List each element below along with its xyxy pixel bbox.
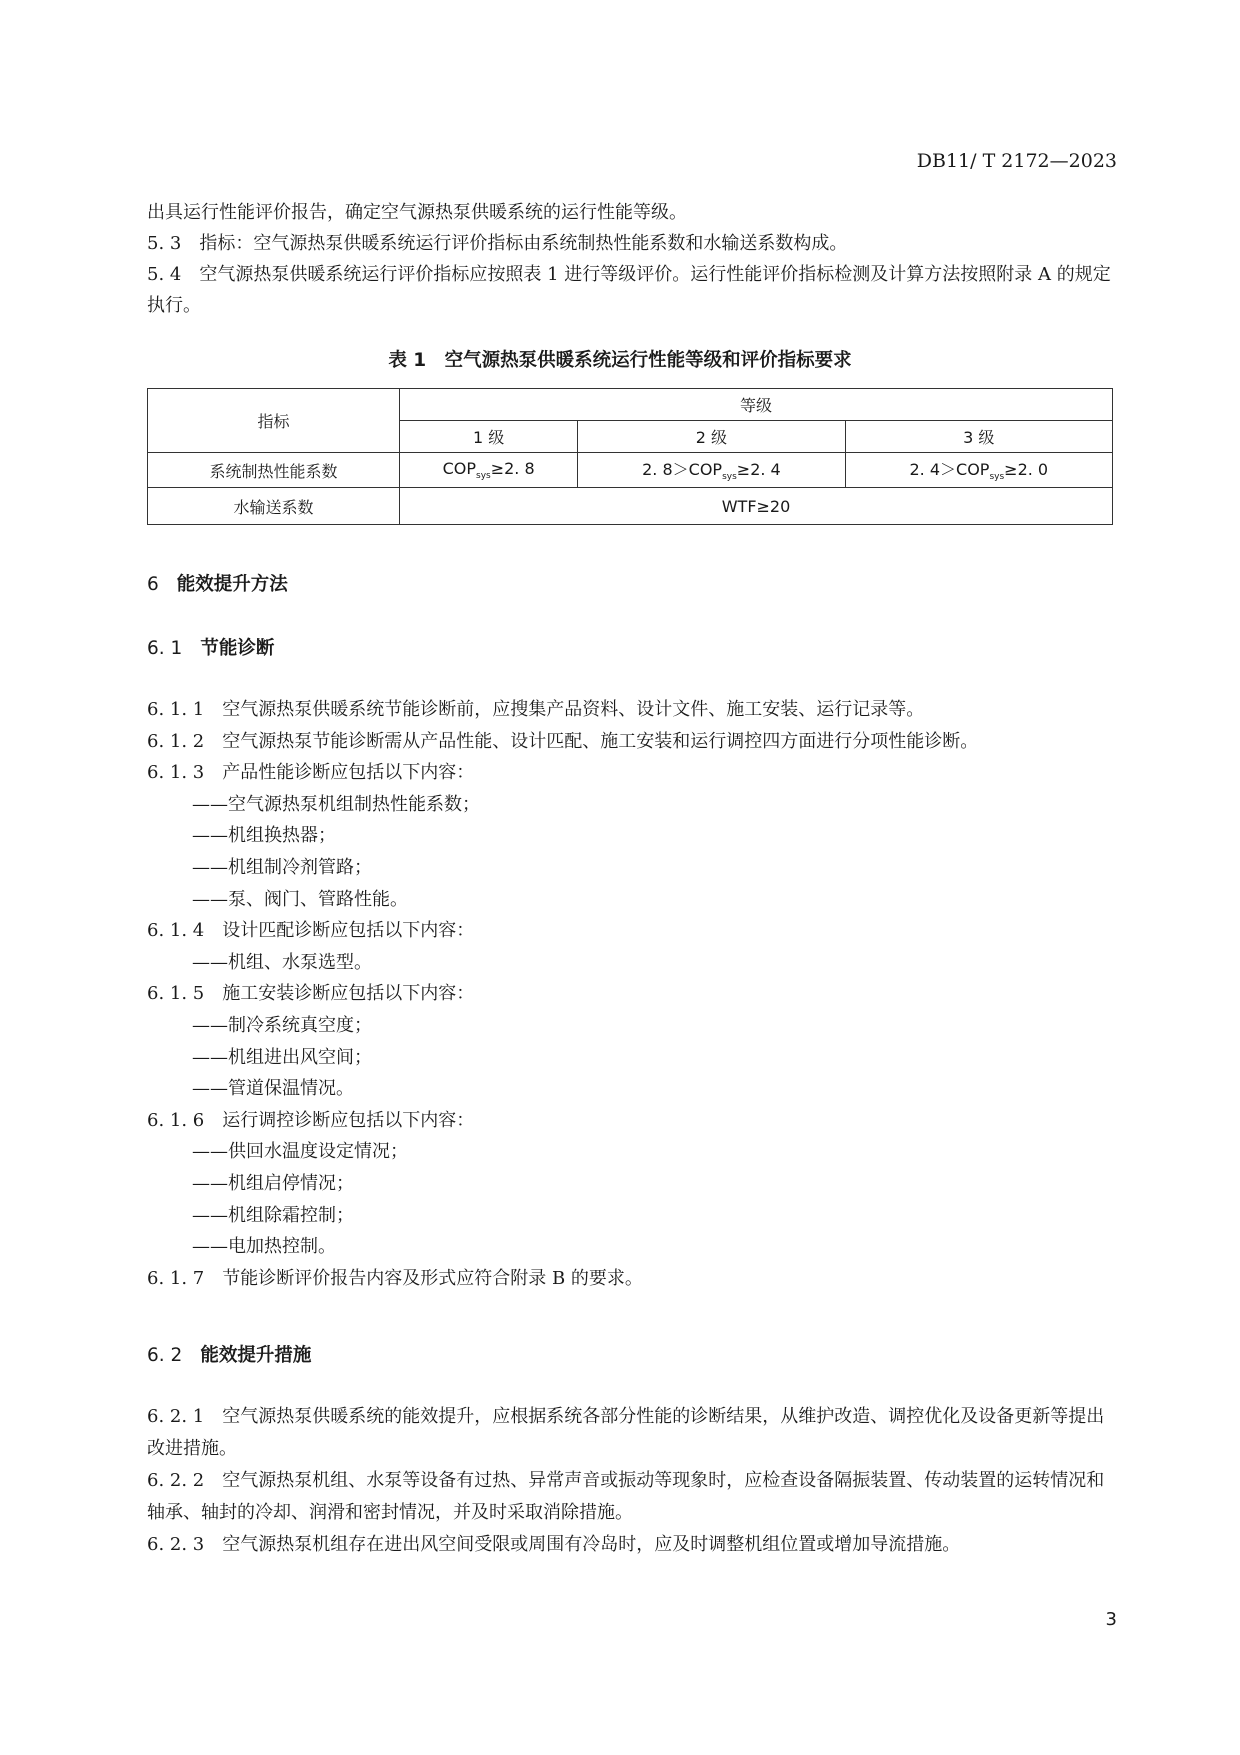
- clause-number: 6. 1. 2: [147, 730, 205, 752]
- clause-text: 指标：空气源热泵供暖系统运行评价指标由系统制热性能系数和水输送系数构成。: [199, 233, 848, 254]
- cell-cop-grade-2: 2. $8>COP_{sys}\ge 2$. 4: [578, 453, 845, 488]
- list-item: ——机组除霜控制；: [192, 1204, 354, 1226]
- clause-5-4: [147, 259, 1113, 321]
- clause-number: 6. 1. 5: [147, 983, 205, 1005]
- clause-item: [147, 1401, 1113, 1465]
- clause-number: 6. 1. 3: [147, 762, 205, 784]
- clause-item: [147, 1105, 1113, 1137]
- cell-cop-grade-3: 2. $4>COP_{sys}\ge 2$. 0: [845, 453, 1112, 488]
- list-item: ——制冷系统真空度；: [192, 1014, 372, 1036]
- clause-item: [147, 915, 1113, 947]
- clause-text: 施工安装诊断应包括以下内容：: [222, 983, 475, 1005]
- intro-line: [147, 197, 1113, 321]
- list-item: ——电加热控制。: [192, 1236, 336, 1258]
- grade-1-header: 1 级: [400, 421, 578, 453]
- clause-item: [147, 757, 1113, 789]
- list-item: ——机组、水泵选型。: [192, 951, 372, 973]
- document-code: DB11/ T 2172—2023: [916, 150, 1117, 172]
- clause-5-3: [147, 228, 1113, 259]
- clause-number: 6. 1. 7: [147, 1267, 205, 1289]
- list-item: ——管道保温情况。: [192, 1078, 354, 1100]
- clause-text: 节能诊断评价报告内容及形式应符合附录 B 的要求。: [222, 1267, 643, 1289]
- clause-item: [147, 726, 1113, 758]
- clause-text: 设计匹配诊断应包括以下内容：: [222, 920, 475, 942]
- cell-wtf-value: WTF≥20: [400, 488, 1113, 525]
- section-6-heading: 6 能效提升方法: [147, 574, 288, 595]
- clause-item: [147, 1263, 1113, 1295]
- clause-number: 5. 3: [147, 233, 182, 254]
- list-item: ——供回水温度设定情况；: [192, 1141, 408, 1163]
- clause-item: [147, 1465, 1113, 1529]
- clause-text: 空气源热泵节能诊断需从产品性能、设计匹配、施工安装和运行调控四方面进行分项性能诊断。: [222, 730, 979, 752]
- clause-number: 5. 4: [147, 264, 182, 285]
- clause-text: 空气源热泵供暖系统的能效提升，应根据系统各部分性能的诊断结果，从维护改造、调控优化及设备更新等提出改进措施。: [147, 1406, 1105, 1459]
- clause-text: 产品性能诊断应包括以下内容：: [222, 762, 475, 784]
- header-grade: 等级: [400, 389, 1113, 421]
- section-6-2-heading: 6. 2 能效提升措施: [147, 1345, 312, 1366]
- row-wtf-label: 水输送系数: [148, 488, 400, 525]
- section-6-1-items: [147, 694, 1113, 1294]
- page-number: 3: [1105, 1609, 1117, 1630]
- clause-text: 空气源热泵机组、水泵等设备有过热、异常声音或振动等现象时，应检查设备隔振装置、传动装置的运转情况和轴承、轴封的冷却、润滑和密封情况，并及时采取消除措施。: [147, 1470, 1105, 1523]
- section-6-1-heading: 6. 1 节能诊断: [147, 638, 275, 659]
- clause-text: 运行调控诊断应包括以下内容：: [222, 1109, 475, 1131]
- clause-item: [147, 978, 1113, 1010]
- section-6-2-items: [147, 1401, 1113, 1561]
- row-cop-label: 系统制热性能系数: [148, 453, 400, 488]
- clause-text: 空气源热泵供暖系统运行评价指标应按照表 1 进行等级评价。运行性能评价指标检测及计算方法按照附录 A 的规定执行。: [147, 264, 1111, 316]
- list-item: ——机组换热器；: [192, 825, 336, 847]
- intro-continuation: 出具运行性能评价报告，确定空气源热泵供暖系统的运行性能等级。: [147, 202, 687, 223]
- clause-number: 6. 1. 6: [147, 1109, 205, 1131]
- cell-cop-grade-1: $COP_{sys}\ge 2$. 8: [400, 453, 578, 488]
- clause-number: 6. 2. 3: [147, 1534, 205, 1555]
- clause-text: 空气源热泵供暖系统节能诊断前，应搜集产品资料、设计文件、施工安装、运行记录等。: [222, 699, 925, 720]
- grade-table: [147, 388, 1113, 525]
- table-caption: 表 1 空气源热泵供暖系统运行性能等级和评价指标要求: [388, 350, 852, 371]
- clause-number: 6. 2. 2: [147, 1470, 205, 1491]
- list-item: ——机组制冷剂管路；: [192, 856, 372, 878]
- header-indicator: 指标: [148, 389, 400, 453]
- clause-item: [147, 1529, 1113, 1561]
- clause-number: 6. 2. 1: [147, 1406, 205, 1427]
- list-item: ——机组启停情况；: [192, 1172, 354, 1194]
- grade-2-header: 2 级: [578, 421, 845, 453]
- clause-number: 6. 1. 4: [147, 920, 205, 942]
- list-item: ——空气源热泵机组制热性能系数；: [192, 793, 480, 815]
- list-item: ——泵、阀门、管路性能。: [192, 888, 408, 910]
- grade-3-header: 3 级: [845, 421, 1112, 453]
- list-item: ——机组进出风空间；: [192, 1046, 372, 1068]
- clause-text: 空气源热泵机组存在进出风空间受限或周围有冷岛时，应及时调整机组位置或增加导流措施。: [222, 1534, 961, 1555]
- clause-item: [147, 694, 1113, 726]
- clause-number: 6. 1. 1: [147, 699, 205, 720]
